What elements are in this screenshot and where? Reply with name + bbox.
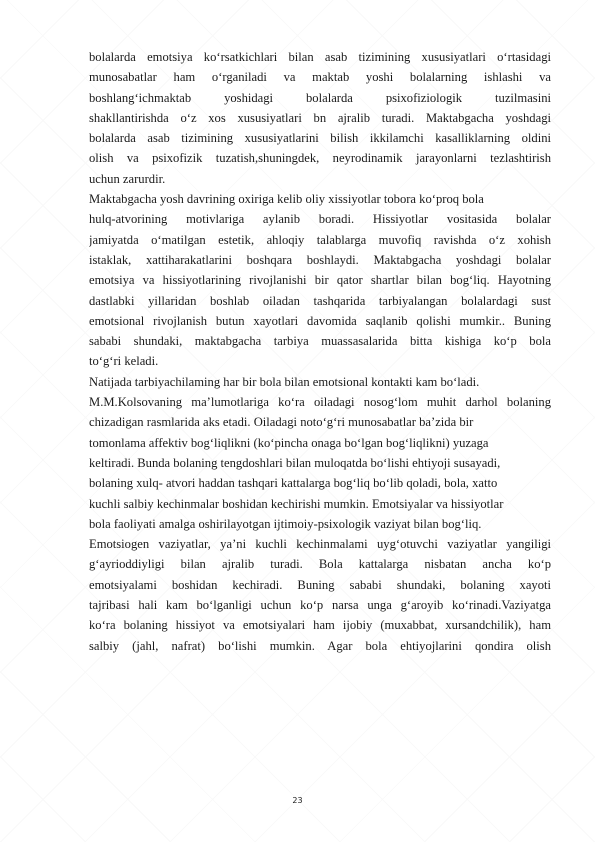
text-line: Emotsiogen vaziyatlar, ya’ni kuchli kechinmalami uyg‘otuvchi vaziyatlar yangiligi [89, 537, 551, 552]
text-line: ko‘ra bolaning hissiyot va emotsiyalari ham ijobiy (muxabbat, xursandchilik), ham [89, 618, 551, 633]
text-line: g‘ayrioddiyligi bilan ajralib turadi. Bola kattalarga nisbatan ancha ko‘p [89, 557, 551, 572]
text-line: Maktabgacha yosh davrining oxiriga kelib oliy xissiyotlar tobora ko‘proq bola [89, 192, 484, 207]
page-number: 23 [292, 796, 303, 805]
text-line: chizadigan rasmlarida aks etadi. Oiladagi noto‘g‘ri munosabatlar ba’zida bir [89, 415, 474, 430]
text-line: M.M.Kolsovaning ma’lumotlariga ko‘ra oiladagi nosog‘lom muhit darhol bolaning [89, 395, 551, 410]
text-line: emotsiya va hissiyotlarining rivojlanishi bir qator shartlar bilan bog‘liq. Hayotning [89, 273, 551, 288]
text-line: salbiy (jahl, nafrat) bo‘lishi mumkin. Agar bola ehtiyojlarini qondira olish [89, 638, 551, 653]
text-line: kuchli salbiy kechinmalar boshidan kechirishi mumkin. Emotsiyalar va hissiyotlar [89, 496, 504, 511]
text-line: shakllantirishda o‘z xos xususiyatlari bn ajralib turadi. Maktabgacha yoshdagi [89, 110, 551, 125]
text-line: bolaning xulq- atvori haddan tashqari kattalarga bog‘liq bo‘lib qoladi, bola, xatto [89, 476, 498, 491]
text-line: istaklak, xattiharakatlarini boshqara boshlaydi. Maktabgacha yoshdagi bolalar [89, 252, 551, 267]
text-line: dastlabki yillaridan boshlab oiladan tashqarida tarbiyalangan bolalardagi sust [89, 293, 551, 308]
text-line: keltiradi. Bunda bolaning tengdoshlari bilan muloqatda bo‘lishi ehtiyoji susayadi, [89, 455, 501, 470]
text-line: tomonlama affektiv bog‘liqlikni (ko‘pincha onaga bo‘lgan bog‘liqlikni) yuzaga [89, 435, 489, 450]
text-line: emotsiyalami boshidan kechiradi. Buning sababi shundaki, bolaning xayoti [89, 577, 551, 592]
text-line: tajribasi hali kam bo‘lganligi uchun ko‘p narsa unga g‘aroyib ko‘rinadi.Vaziyatga [89, 598, 551, 613]
text-line: uchun zarurdir. [89, 171, 166, 186]
text-line: emotsional rivojlanish butun xayotlari davomida saqlanib qolishi mumkir.. Buning [89, 313, 551, 328]
text-line: Natijada tarbiyachilaming har bir bola bilan emotsional kontakti kam bo‘ladi. [89, 374, 480, 389]
text-line: bolalarda asab tizimining xususiyatlarini bilish ikkilamchi kasalliklarning oldini [89, 131, 551, 146]
text-line: munosabatlar ham o‘rganiladi va maktab yoshi bolalarning ishlashi va [89, 70, 551, 85]
text-line: olish va psixofizik tuzatish,shuningdek, neyrodinamik jarayonlarni tezlashtirish [89, 151, 551, 166]
text-line: bolalarda emotsiya ko‘rsatkichlari bilan asab tizimining xususiyatlari o‘rtasidagi [89, 50, 551, 64]
body-text [89, 47, 551, 656]
text-line: hulq-atvorining motivlariga aylanib boradi. Hissiyotlar vositasida bolalar [89, 212, 551, 227]
text-line: to‘g‘ri keladi. [89, 354, 159, 369]
text-line: jamiyatda o‘matilgan estetik, ahloqiy talablarga muvofiq ravishda o‘z xohish [89, 232, 551, 247]
text-line: boshlang‘ichmaktab yoshidagi bolalarda psixofiziologik tuzilmasini [89, 90, 551, 105]
text-line: sababi shundaki, maktabgacha tarbiya muassasalarida bitta kishiga ko‘p bola [89, 334, 551, 349]
text-line: bola faoliyati amalga oshirilayotgan ijtimoiy-psixologik vaziyat bilan bog‘liq. [89, 516, 482, 531]
